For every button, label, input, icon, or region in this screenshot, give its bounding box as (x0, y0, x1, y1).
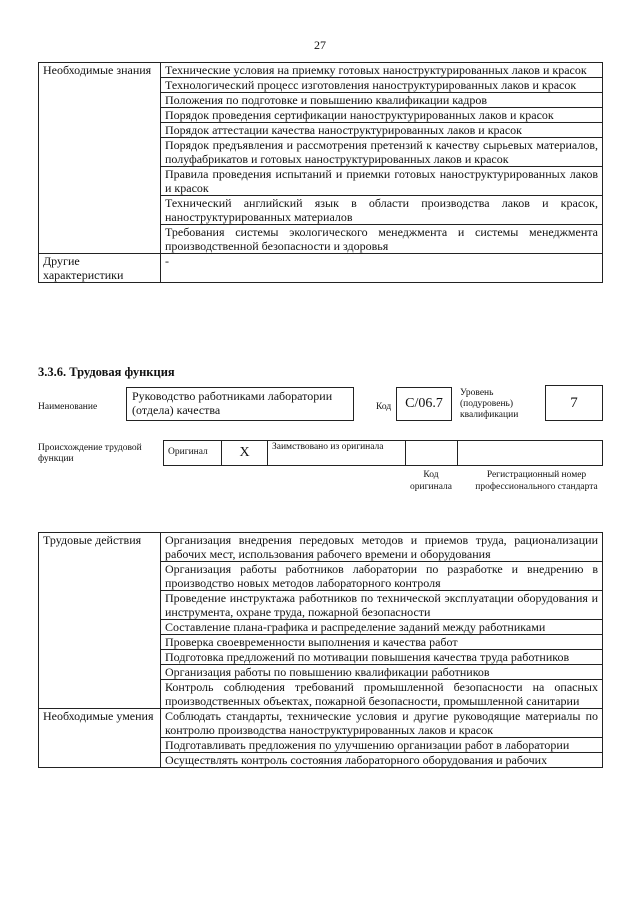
qualification-level-value: 7 (570, 395, 578, 411)
knowledge-item: Технологический процесс изготовления наноструктурированных лаков и красок (161, 78, 603, 93)
skill-item: Соблюдать стандарты, технические условия и другие руководящие материалы по контролю производства наноструктурированных лаков и красок (161, 709, 603, 738)
knowledge-item: Положения по подготовке и повышению квалификации кадров (161, 93, 603, 108)
row-label-other-characteristics: Другие характеристики (39, 254, 161, 283)
row-label-labor-actions: Трудовые действия (39, 533, 161, 709)
borrowed-label: Заимствовано из оригинала (268, 441, 406, 465)
row-label-required-knowledge: Необходимые знания (39, 63, 161, 254)
knowledge-item: Требования системы экологического менеджмента и системы менеджмента производственной безопасности и здоровья (161, 225, 603, 254)
code-original-cell (406, 441, 458, 465)
reg-number-cell (458, 441, 602, 465)
code-original-caption: Код оригинала (410, 470, 452, 492)
labor-action-item: Организация внедрения передовых методов и приемов труда, рационализации рабочих мест, использования рабочего времени и оборудования (161, 533, 603, 562)
labor-action-item: Организация работы по повышению квалификации работников (161, 665, 603, 680)
knowledge-item: Технический английский язык в области производства лаков и красок, наноструктурированных материалов (161, 196, 603, 225)
code-box (396, 387, 452, 421)
labor-action-item: Организация работы работников лаборатории по разработке и внедрению в производство новых методов лабораторного контроля (161, 562, 603, 591)
qualification-level-box (545, 385, 603, 421)
labor-action-item: Составление плана-графика и распределение заданий между работниками (161, 620, 603, 635)
origin-label: Происхождение трудовой функции (38, 443, 142, 464)
labor-action-item: Подготовка предложений по мотивации повышения качества труда работников (161, 650, 603, 665)
labor-action-item: Проверка своевременности выполнения и качества работ (161, 635, 603, 650)
labor-actions-table (38, 532, 603, 768)
function-name-value: Руководство работниками лаборатории (отдела) качества (132, 389, 333, 417)
knowledge-item: Порядок аттестации качества наноструктурированных лаков и красок (161, 123, 603, 138)
function-name-box (126, 387, 354, 421)
row-label-required-skills: Необходимые умения (39, 709, 161, 768)
reg-number-caption: Регистрационный номер профессионального стандарта (475, 470, 598, 492)
code-value: C/06.7 (405, 396, 443, 411)
code-label: Код (376, 402, 392, 412)
knowledge-item: Порядок проведения сертификации наноструктурированных лаков и красок (161, 108, 603, 123)
section-title: 3.3.6. Трудовая функция (38, 365, 175, 379)
original-label: Оригинал (164, 441, 222, 465)
labor-action-item: Проведение инструктажа работников по технической эксплуатации оборудования и инструмента, охране труда, пожарной безопасности (161, 591, 603, 620)
knowledge-item: Технические условия на приемку готовых наноструктурированных лаков и красок (161, 63, 603, 78)
page-number: 27 (314, 38, 326, 52)
labor-action-item: Контроль соблюдения требований промышленной безопасности на опасных производственных объектах, пожарной безопасности, промышленной санитарии (161, 680, 603, 709)
qualification-level-label: Уровень (подуровень) квалификации (460, 388, 519, 420)
skill-item: Подготавливать предложения по улучшению организации работ в лаборатории (161, 738, 603, 753)
knowledge-item: Порядок предъявления и рассмотрения претензий к качеству сырьевых материалов, полуфабрикатов и готовых наноструктурированных лаков и красок (161, 138, 603, 167)
other-characteristics-item: - (161, 254, 603, 283)
skill-item: Осуществлять контроль состояния лабораторного оборудования и рабочих (161, 753, 603, 768)
knowledge-table (38, 62, 603, 283)
original-mark: X (222, 441, 268, 465)
origin-box (163, 440, 603, 466)
knowledge-item: Правила проведения испытаний и приемки готовых наноструктурированных лаков и красок (161, 167, 603, 196)
name-label: Наименование (38, 402, 98, 412)
